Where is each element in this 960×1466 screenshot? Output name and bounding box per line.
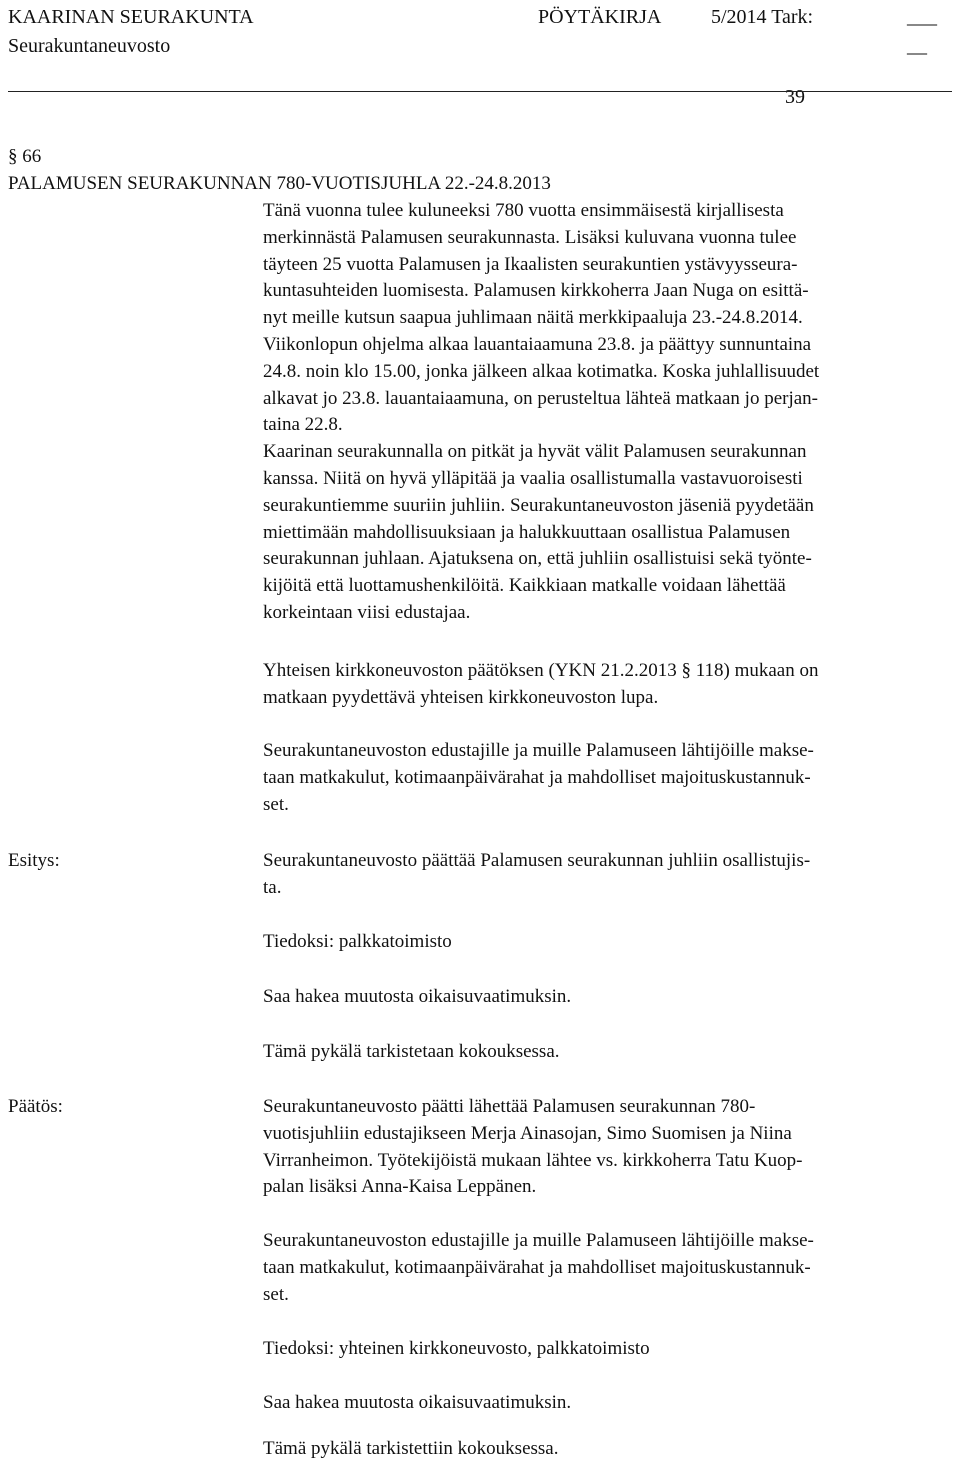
- text-line: Kaarinan seurakunnalla on pitkät ja hyvät välit Palamusen seurakunnan: [263, 441, 807, 463]
- text-line: taan matkakulut, kotimaanpäivärahat ja mahdolliset majoituskustannuk-: [263, 1256, 811, 1278]
- paatos-review: [263, 1436, 958, 1463]
- text-line: miettimään mahdollisuuksiaan ja halukkuuttaan osallistua Palamusen: [263, 521, 791, 543]
- text-line: set.: [263, 793, 289, 815]
- text-line: alkavat jo 23.8. lauantaiaamuna, on perusteltua lähteä matkaan jo perjan-: [263, 387, 818, 409]
- text-line: korkeintaan viisi edustajaa.: [263, 601, 471, 623]
- paatos-tiedoksi: [263, 1336, 958, 1363]
- text-line: palan lisäksi Anna-Kaisa Leppänen.: [263, 1176, 537, 1198]
- text-line: Seurakuntaneuvoston edustajille ja muille Palamuseen lähtijöille makse-: [263, 740, 814, 761]
- text-line: Seurakuntaneuvoston edustajille ja muille Palamuseen lähtijöille makse-: [263, 1230, 814, 1251]
- text-line: Viikonlopun ohjelma alkaa lauantaiaamuna 23.8. ja päättyy sunnuntaina: [263, 333, 812, 355]
- esitys-tiedoksi: [263, 929, 958, 956]
- text-line: 24.8. noin klo 15.00, jonka jälkeen alkaa kotimatka. Koska juhlallisuudet: [263, 360, 820, 382]
- section-title: PALAMUSEN SEURAKUNNAN 780-VUOTISJUHLA 22.-24.8.2013: [8, 173, 551, 194]
- text-line: Tiedoksi: yhteinen kirkkoneuvosto, palkkatoimisto: [263, 1338, 650, 1359]
- document-type: PÖYTÄKIRJA: [538, 6, 662, 28]
- tark-blank: ___: [907, 6, 937, 28]
- text-line: taina 22.8.: [263, 414, 343, 436]
- esitys-review: [263, 1039, 958, 1066]
- text-line: kuntasuhteiden luomisesta. Palamusen kirkkoherra Jaan Nuga on esittä-: [263, 280, 809, 302]
- text-line: ta.: [263, 876, 282, 898]
- esitys-appeal: [263, 984, 958, 1011]
- governing-body: Seurakuntaneuvosto: [8, 35, 171, 57]
- text-line: set.: [263, 1283, 289, 1305]
- section-number: § 66: [8, 146, 42, 167]
- text-line: kijöitä että luottamushenkilöitä. Kaikkiaan matkalle voidaan lähettää: [263, 575, 786, 597]
- costs-paragraph: [263, 738, 958, 818]
- text-line: seurakunnan juhlaan. Ajatuksena on, että juhliin osallistuisi sekä työnte-: [263, 548, 812, 570]
- paatos-text: [263, 1094, 958, 1201]
- text-line: vuotisjuhliin edustajikseen Merja Ainasojan, Simo Suomisen ja Niina: [263, 1122, 792, 1144]
- intro-paragraph: [263, 198, 958, 627]
- text-line: Tänä vuonna tulee kuluneeksi 780 vuotta ensimmäisestä kirjallisesta: [263, 200, 784, 221]
- header-rule: [8, 91, 952, 92]
- text-line: kanssa. Niitä on hyvä ylläpitää ja vaalia osallistumalla vastavuoroisesti: [263, 467, 803, 489]
- text-line: matkaan pyydettävä yhteisen kirkkoneuvoston lupa.: [263, 686, 659, 708]
- text-line: taan matkakulut, kotimaanpäivärahat ja mahdolliset majoituskustannuk-: [263, 766, 811, 788]
- paatos-appeal: [263, 1390, 958, 1417]
- text-line: Yhteisen kirkkoneuvoston päätöksen (YKN 21.2.2013 § 118) mukaan on: [263, 660, 819, 681]
- text-line: Saa hakea muutosta oikaisuvaatimuksin.: [263, 1392, 572, 1413]
- text-line: Virranheimon. Työtekijöistä mukaan lähtee vs. kirkkoherra Tatu Kuop-: [263, 1149, 803, 1171]
- paatos-label: Päätös:: [8, 1096, 63, 1117]
- esitys-label: Esitys:: [8, 850, 60, 871]
- organization-name: KAARINAN SEURAKUNTA: [8, 6, 254, 28]
- text-line: Saa hakea muutosta oikaisuvaatimuksin.: [263, 986, 572, 1007]
- text-line: Tämä pykälä tarkistettiin kokouksessa.: [263, 1438, 559, 1459]
- text-line: täyteen 25 vuotta Palamusen ja Ikaalisten seurakuntien ystävyysseura-: [263, 253, 798, 275]
- page-number: 39: [785, 86, 805, 108]
- text-line: seurakuntiemme suuriin juhliin. Seurakuntaneuvoston jäseniä pyydetään: [263, 494, 814, 516]
- paatos-costs: [263, 1228, 958, 1308]
- text-line: Tiedoksi: palkkatoimisto: [263, 931, 452, 952]
- text-line: Tämä pykälä tarkistetaan kokouksessa.: [263, 1041, 560, 1062]
- text-line: nyt meille kutsun saapua juhlimaan näitä merkkipaaluja 23.-24.8.2014.: [263, 307, 803, 329]
- esitys-text: [263, 848, 958, 902]
- text-line: Seurakuntaneuvosto päätti lähettää Palamusen seurakunnan 780-: [263, 1096, 756, 1117]
- document-number: 5/2014 Tark:: [711, 6, 814, 28]
- ykn-paragraph: [263, 658, 958, 712]
- text-line: merkinnästä Palamusen seurakunnasta. Lisäksi kuluvana vuonna tulee: [263, 226, 797, 248]
- body-blank: __: [907, 35, 927, 57]
- text-line: Seurakuntaneuvosto päättää Palamusen seurakunnan juhliin osallistujis-: [263, 850, 811, 871]
